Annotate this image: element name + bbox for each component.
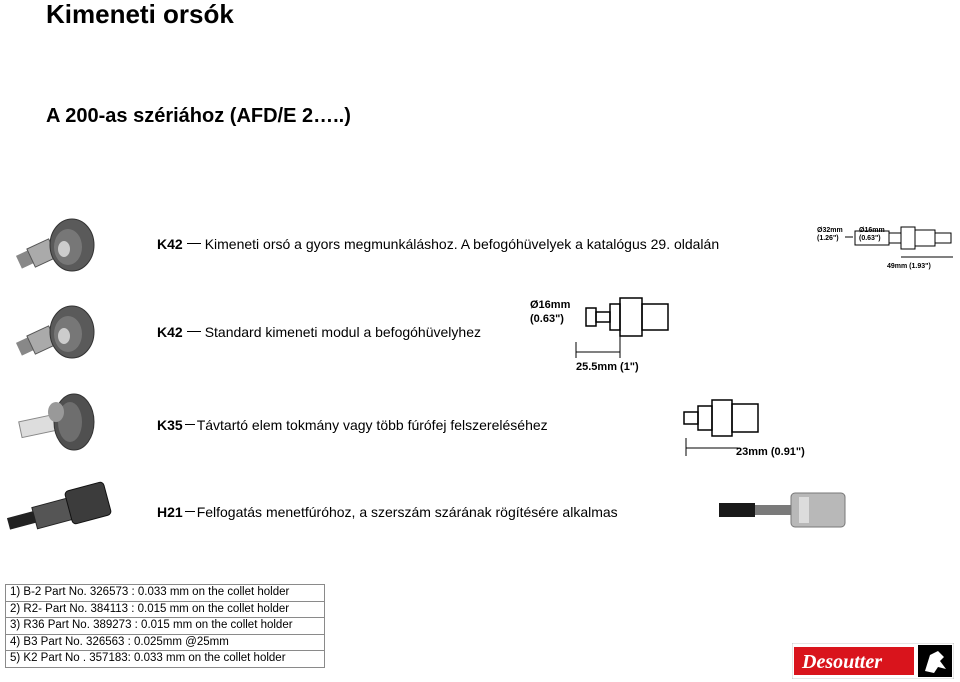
row-code: K42 [157, 324, 183, 340]
table-row [6, 601, 325, 618]
dim-label: (1.26") [817, 235, 839, 242]
dim-label: (0.63") [530, 313, 564, 325]
dim-label: (0.63") [859, 235, 881, 242]
dim-label: 23mm (0.91") [736, 446, 805, 458]
k42-spindle-image-1 [10, 215, 102, 281]
table-cell: 5) K2 Part No . 357183: 0.033 mm on the collet holder [6, 651, 325, 668]
dim-label: 49mm (1.93") [887, 263, 931, 270]
row-description: Standard kimeneti modul a befogóhüvelyhez [204, 324, 481, 340]
page-subtitle: A 200-as szériához (AFD/E 2…..) [46, 105, 351, 127]
row-k35 [157, 417, 548, 433]
k35-spacer-image [14, 392, 96, 454]
h21-tap-holder-image [6, 480, 114, 536]
row-h21 [157, 504, 618, 520]
table-cell: 1) B-2 Part No. 326573 : 0.033 mm on the collet holder [6, 585, 325, 602]
table-row [6, 585, 325, 602]
row-description: Felfogatás menetfúróhoz, a szerszám szárának rögítésére alkalmas [196, 504, 618, 520]
dim-label: Ø32mm [817, 227, 843, 234]
table-row [6, 651, 325, 668]
page-title: Kimeneti orsók [46, 0, 234, 29]
k42-dimension-drawing-1 [815, 223, 957, 273]
row-k42-fast [157, 236, 719, 252]
row-description: Távtartó elem tokmány vagy több fúrófej felszereléséhez [196, 417, 548, 433]
dim-label: Ø16mm [530, 299, 571, 311]
desoutter-logo [792, 643, 954, 679]
h21-product-image [717, 489, 853, 533]
k35-dimension-drawing [678, 398, 828, 460]
k42-spindle-image-2 [10, 302, 102, 368]
table-row [6, 618, 325, 635]
table-row [6, 634, 325, 651]
row-code: K35 [157, 417, 183, 433]
parts-table [5, 584, 325, 668]
logo-text: Desoutter [802, 651, 882, 673]
row-code: K42 [157, 236, 183, 252]
dim-label: 25.5mm (1") [576, 361, 639, 373]
table-cell: 2) R2- Part No. 384113 : 0.015 mm on the collet holder [6, 601, 325, 618]
table-cell: 3) R36 Part No. 389273 : 0.015 mm on the collet holder [6, 618, 325, 635]
table-cell: 4) B3 Part No. 326563 : 0.025mm @25mm [6, 634, 325, 651]
row-code: H21 [157, 504, 183, 520]
row-k42-standard [157, 324, 481, 340]
k42-dimension-drawing-2 [528, 296, 678, 376]
dim-label: Ø16mm [859, 227, 885, 234]
row-description: Kimeneti orsó a gyors megmunkáláshoz. A befogóhüvelyek a katalógus 29. oldalán [204, 236, 720, 252]
